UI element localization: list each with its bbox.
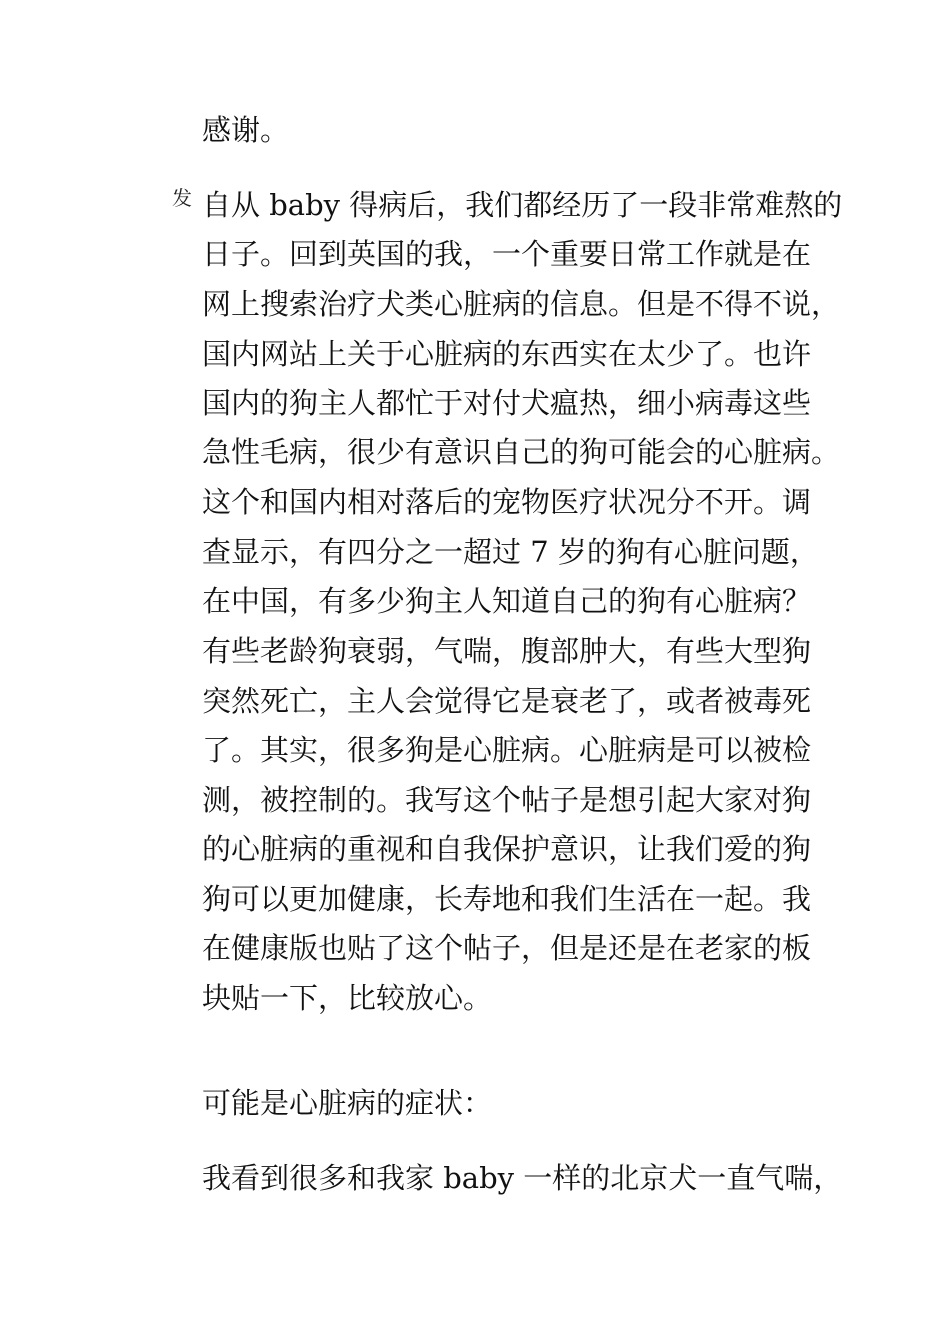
paragraph-line: 狗可以更加健康，长寿地和我们生活在一起。我 (202, 882, 812, 916)
paragraph-line: 在健康版也贴了这个帖子，但是还是在老家的板 (202, 931, 812, 965)
paragraph-line: 我看到很多和我家 baby 一样的北京犬一直气喘， (202, 1161, 843, 1195)
paragraph-line: 国内网站上关于心脏病的东西实在太少了。也许 (202, 337, 812, 371)
paragraph-line: 块贴一下，比较放心。 (202, 981, 493, 1015)
paragraph-line: 自从 baby 得病后，我们都经历了一段非常难熬的 (202, 188, 843, 222)
margin-mark: 发 (172, 186, 192, 210)
paragraph-line: 了。其实，很多狗是心脏病。心脏病是可以被检 (202, 733, 812, 767)
section-heading: 可能是心脏病的症状： (202, 1086, 493, 1120)
paragraph-line: 这个和国内相对落后的宠物医疗状况分不开。调 (202, 485, 812, 519)
paragraph-line: 日子。回到英国的我，一个重要日常工作就是在 (202, 237, 812, 271)
paragraph-line: 国内的狗主人都忙于对付犬瘟热，细小病毒这些 (202, 386, 812, 420)
paragraph-line: 测，被控制的。我写这个帖子是想引起大家对狗 (202, 783, 812, 817)
paragraph-line: 网上搜索治疗犬类心脏病的信息。但是不得不说， (202, 287, 841, 321)
paragraph-line: 的心脏病的重视和自我保护意识，让我们爱的狗 (202, 832, 812, 866)
paragraph-line: 感谢。 (202, 113, 290, 147)
paragraph-line: 有些老龄狗衰弱，气喘，腹部肿大，有些大型狗 (202, 634, 812, 668)
paragraph-line: 在中国，有多少狗主人知道自己的狗有心脏病？ (202, 584, 812, 618)
paragraph-line: 急性毛病，很少有意识自己的狗可能会的心脏病。 (202, 435, 841, 469)
paragraph-line: 查显示，有四分之一超过 7 岁的狗有心脏问题， (202, 535, 819, 569)
paragraph-line: 突然死亡，主人会觉得它是衰老了，或者被毒死 (202, 684, 812, 718)
